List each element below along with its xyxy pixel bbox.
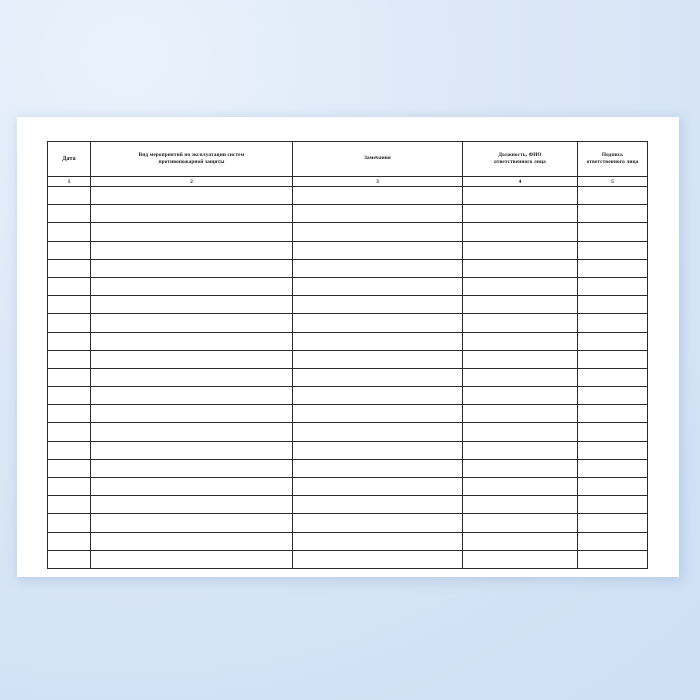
table-cell-type[interactable] <box>91 405 293 423</box>
table-cell-date[interactable] <box>48 187 91 205</box>
table-cell-sign[interactable] <box>578 314 648 332</box>
table-cell-sign[interactable] <box>578 496 648 514</box>
column-number-5: 5 <box>578 177 648 187</box>
table-row[interactable] <box>48 187 648 205</box>
table-cell-sign[interactable] <box>578 296 648 314</box>
table-cell-date[interactable] <box>48 241 91 259</box>
table-body <box>48 187 648 569</box>
table-cell-type[interactable] <box>91 387 293 405</box>
table-cell-notes[interactable] <box>293 514 463 532</box>
table-cell-type[interactable] <box>91 205 293 223</box>
table-cell-date[interactable] <box>48 259 91 277</box>
table-cell-type[interactable] <box>91 223 293 241</box>
table-cell-sign[interactable] <box>578 405 648 423</box>
table-cell-notes[interactable] <box>293 277 463 295</box>
table-cell-sign[interactable] <box>578 350 648 368</box>
table-row[interactable] <box>48 350 648 368</box>
table-row[interactable] <box>48 387 648 405</box>
table-cell-type[interactable] <box>91 496 293 514</box>
table-row[interactable] <box>48 205 648 223</box>
table-cell-sign[interactable] <box>578 187 648 205</box>
table-row[interactable] <box>48 496 648 514</box>
table-cell-date[interactable] <box>48 478 91 496</box>
table-cell-sign[interactable] <box>578 514 648 532</box>
column-number-row <box>48 177 648 187</box>
table-cell-date[interactable] <box>48 441 91 459</box>
table-cell-notes[interactable] <box>293 332 463 350</box>
table-cell-type[interactable] <box>91 550 293 568</box>
table-cell-notes[interactable] <box>293 405 463 423</box>
table-cell-person[interactable] <box>463 350 578 368</box>
table-cell-sign[interactable] <box>578 241 648 259</box>
column-number-1: 1 <box>48 177 91 187</box>
table-cell-date[interactable] <box>48 550 91 568</box>
journal-sheet <box>47 141 647 553</box>
table-row[interactable] <box>48 332 648 350</box>
table-cell-type[interactable] <box>91 296 293 314</box>
table-cell-sign[interactable] <box>578 368 648 386</box>
table-row[interactable] <box>48 478 648 496</box>
table-cell-notes[interactable] <box>293 241 463 259</box>
table-cell-type[interactable] <box>91 350 293 368</box>
table-cell-sign[interactable] <box>578 332 648 350</box>
table-cell-sign[interactable] <box>578 441 648 459</box>
table-cell-date[interactable] <box>48 314 91 332</box>
table-cell-type[interactable] <box>91 514 293 532</box>
table-row[interactable] <box>48 259 648 277</box>
table-cell-person[interactable] <box>463 241 578 259</box>
column-number-3: 3 <box>293 177 463 187</box>
table-cell-date[interactable] <box>48 332 91 350</box>
table-cell-person[interactable] <box>463 496 578 514</box>
table-cell-person[interactable] <box>463 514 578 532</box>
table-cell-notes[interactable] <box>293 550 463 568</box>
table-cell-notes[interactable] <box>293 187 463 205</box>
column-header-type: Вид мероприятий по эксплуатации систем противопожарной защиты <box>91 142 293 177</box>
table-cell-type[interactable] <box>91 532 293 550</box>
table-cell-sign[interactable] <box>578 223 648 241</box>
table-cell-person[interactable] <box>463 387 578 405</box>
table-row[interactable] <box>48 550 648 568</box>
table-cell-date[interactable] <box>48 296 91 314</box>
table-cell-type[interactable] <box>91 187 293 205</box>
document-page <box>17 117 679 577</box>
table-row[interactable] <box>48 423 648 441</box>
table-cell-person[interactable] <box>463 441 578 459</box>
table-cell-person[interactable] <box>463 423 578 441</box>
table-cell-person[interactable] <box>463 187 578 205</box>
table-cell-sign[interactable] <box>578 459 648 477</box>
table-row[interactable] <box>48 277 648 295</box>
table-cell-sign[interactable] <box>578 277 648 295</box>
table-cell-notes[interactable] <box>293 205 463 223</box>
table-cell-notes[interactable] <box>293 368 463 386</box>
table-cell-date[interactable] <box>48 514 91 532</box>
table-cell-person[interactable] <box>463 478 578 496</box>
table-cell-date[interactable] <box>48 405 91 423</box>
table-row[interactable] <box>48 405 648 423</box>
column-number-2: 2 <box>91 177 293 187</box>
column-header-person: Должность, ФИО ответственного лица <box>463 142 578 177</box>
table-cell-notes[interactable] <box>293 350 463 368</box>
table-cell-date[interactable] <box>48 423 91 441</box>
table-cell-notes[interactable] <box>293 296 463 314</box>
table-cell-type[interactable] <box>91 241 293 259</box>
table-row[interactable] <box>48 514 648 532</box>
table-cell-person[interactable] <box>463 405 578 423</box>
table-cell-person[interactable] <box>463 550 578 568</box>
table-cell-date[interactable] <box>48 496 91 514</box>
table-cell-notes[interactable] <box>293 496 463 514</box>
table-cell-notes[interactable] <box>293 259 463 277</box>
table-row[interactable] <box>48 368 648 386</box>
table-cell-date[interactable] <box>48 277 91 295</box>
column-number-4: 4 <box>463 177 578 187</box>
table-cell-type[interactable] <box>91 368 293 386</box>
table-cell-type[interactable] <box>91 423 293 441</box>
column-header-notes: Замечания <box>293 142 463 177</box>
table-cell-type[interactable] <box>91 441 293 459</box>
table-cell-type[interactable] <box>91 478 293 496</box>
table-cell-notes[interactable] <box>293 223 463 241</box>
table-cell-notes[interactable] <box>293 441 463 459</box>
table-row[interactable] <box>48 532 648 550</box>
table-cell-person[interactable] <box>463 314 578 332</box>
column-header-sign: Подпись ответственного лица <box>578 142 648 177</box>
table-cell-person[interactable] <box>463 205 578 223</box>
table-cell-date[interactable] <box>48 205 91 223</box>
table-cell-person[interactable] <box>463 223 578 241</box>
table-cell-type[interactable] <box>91 332 293 350</box>
table-cell-sign[interactable] <box>578 205 648 223</box>
table-cell-date[interactable] <box>48 387 91 405</box>
header-row <box>48 142 648 177</box>
table-row[interactable] <box>48 296 648 314</box>
table-cell-type[interactable] <box>91 314 293 332</box>
table-cell-person[interactable] <box>463 277 578 295</box>
table-cell-person[interactable] <box>463 259 578 277</box>
table-cell-sign[interactable] <box>578 259 648 277</box>
table-cell-date[interactable] <box>48 459 91 477</box>
table-cell-sign[interactable] <box>578 532 648 550</box>
table-cell-sign[interactable] <box>578 423 648 441</box>
table-cell-notes[interactable] <box>293 423 463 441</box>
column-header-date: Дата <box>48 142 91 177</box>
table-row[interactable] <box>48 314 648 332</box>
table-cell-notes[interactable] <box>293 478 463 496</box>
table-cell-date[interactable] <box>48 223 91 241</box>
table-cell-person[interactable] <box>463 296 578 314</box>
table-cell-sign[interactable] <box>578 550 648 568</box>
table-cell-person[interactable] <box>463 459 578 477</box>
table-row[interactable] <box>48 441 648 459</box>
table-cell-type[interactable] <box>91 277 293 295</box>
table-cell-sign[interactable] <box>578 478 648 496</box>
journal-table <box>47 141 648 569</box>
table-row[interactable] <box>48 223 648 241</box>
table-cell-date[interactable] <box>48 532 91 550</box>
table-cell-notes[interactable] <box>293 532 463 550</box>
table-cell-person[interactable] <box>463 532 578 550</box>
table-header <box>48 142 648 187</box>
table-cell-type[interactable] <box>91 459 293 477</box>
table-cell-date[interactable] <box>48 368 91 386</box>
table-cell-notes[interactable] <box>293 387 463 405</box>
table-cell-notes[interactable] <box>293 459 463 477</box>
table-row[interactable] <box>48 459 648 477</box>
table-cell-sign[interactable] <box>578 387 648 405</box>
table-row[interactable] <box>48 241 648 259</box>
table-cell-person[interactable] <box>463 368 578 386</box>
table-cell-date[interactable] <box>48 350 91 368</box>
table-cell-person[interactable] <box>463 332 578 350</box>
table-cell-notes[interactable] <box>293 314 463 332</box>
table-cell-type[interactable] <box>91 259 293 277</box>
